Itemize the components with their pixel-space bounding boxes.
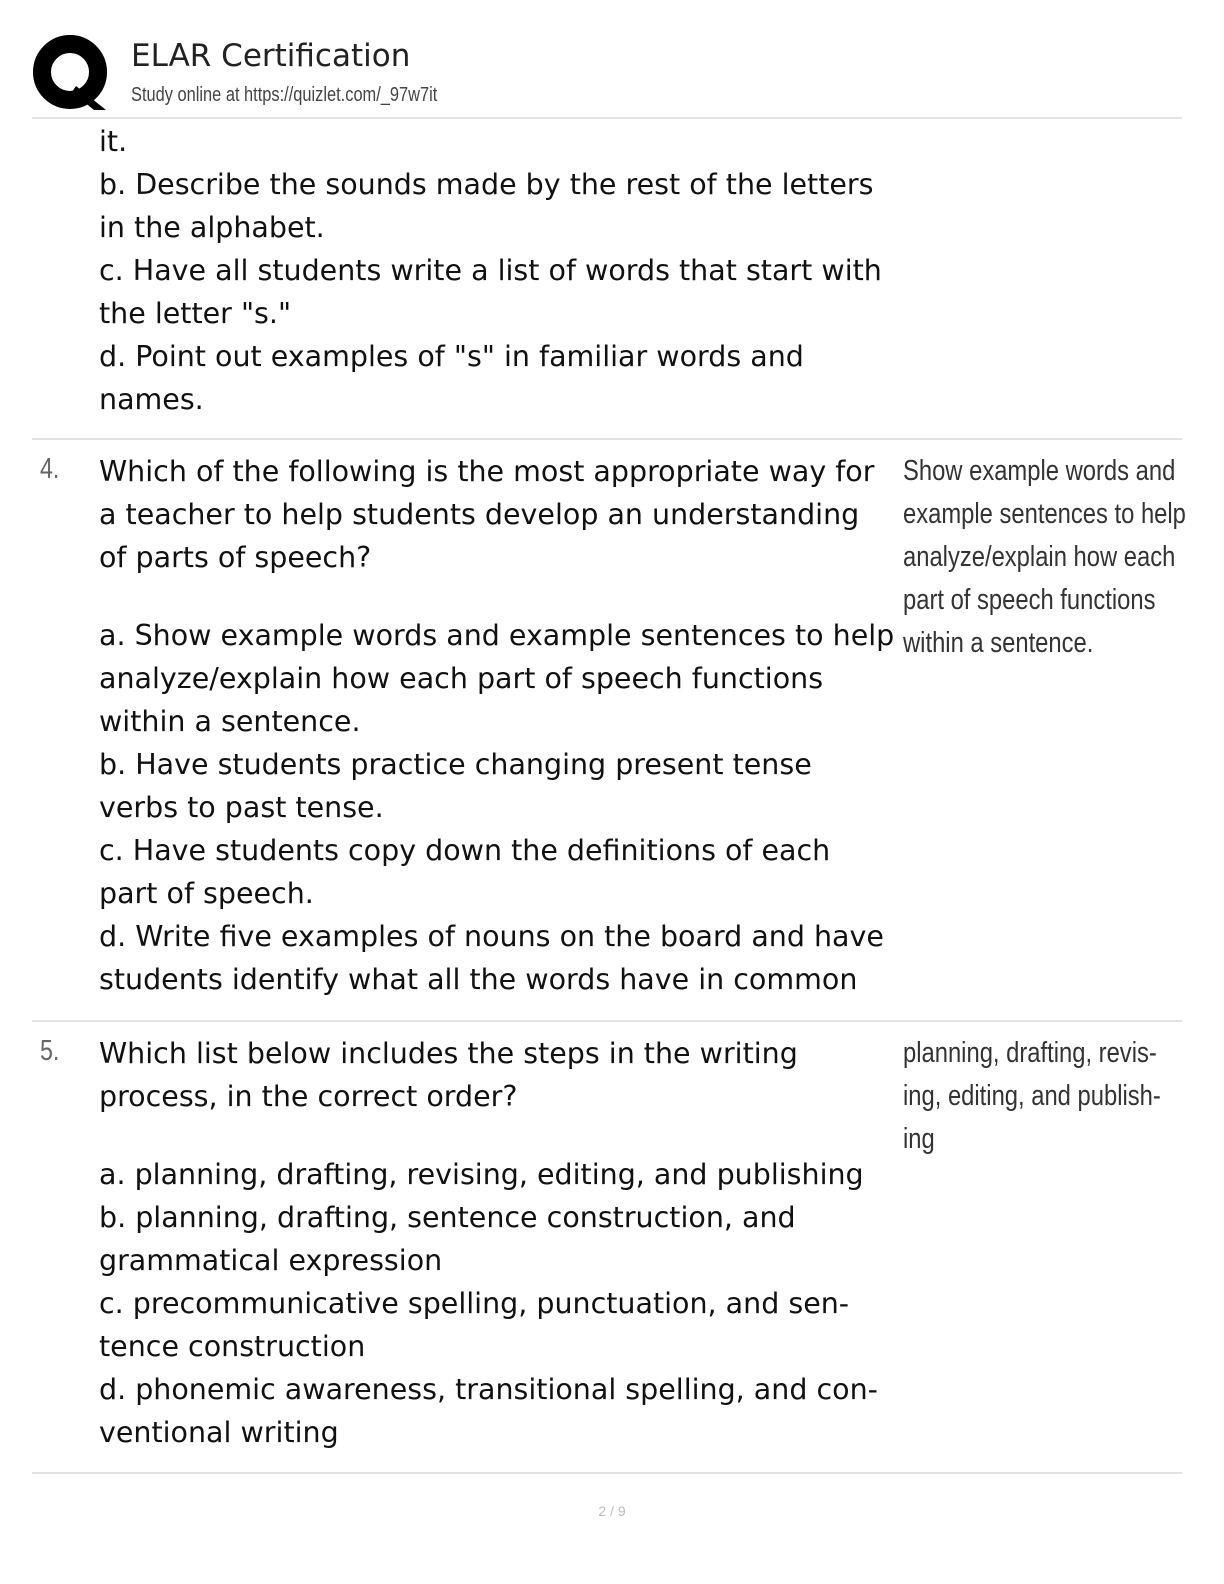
card-divider — [32, 1020, 1182, 1022]
option-line: analyze/explain how each part of speech functions — [99, 662, 824, 695]
card-number: 4. — [40, 453, 60, 485]
quizlet-logo-icon — [32, 34, 112, 112]
option-line: tence construction — [99, 1330, 366, 1363]
question-line: Which list below includes the steps in the writing — [99, 1037, 798, 1070]
card-divider — [32, 438, 1182, 440]
option-line: b. Have students practice changing present tense — [99, 748, 812, 781]
option-line: c. precommunicative spelling, punctuation, and sen- — [99, 1287, 850, 1320]
option-line: it. — [99, 125, 128, 158]
answer-line: ing, editing, and publish- — [903, 1080, 1161, 1112]
card-question-4 — [99, 450, 899, 1001]
option-line: ventional writing — [99, 1416, 339, 1449]
option-line: students identify what all the words have in common — [99, 963, 858, 996]
option-line: verbs to past tense. — [99, 791, 384, 824]
answer-line: part of speech functions — [903, 584, 1156, 616]
option-line: grammatical expression — [99, 1244, 443, 1277]
option-line: part of speech. — [99, 877, 314, 910]
answer-line: within a sentence. — [903, 627, 1094, 659]
option-line: within a sentence. — [99, 705, 361, 738]
option-line: d. Point out examples of "s" in familiar words and — [99, 340, 804, 373]
option-line: b. planning, drafting, sentence construction, and — [99, 1201, 796, 1234]
option-line: a. Show example words and example sentences to help — [99, 619, 895, 652]
page-number: 2 / 9 — [598, 1503, 626, 1519]
option-line: d. phonemic awareness, transitional spelling, and con- — [99, 1373, 878, 1406]
page-header — [32, 34, 1182, 118]
card-answer-5 — [903, 1032, 1203, 1161]
answer-line: planning, drafting, revis- — [903, 1037, 1157, 1069]
card-divider — [32, 1472, 1182, 1474]
option-line: the letter "s." — [99, 297, 292, 330]
answer-line: example sentences to help — [903, 498, 1186, 530]
question-line: process, in the correct order? — [99, 1080, 518, 1113]
option-line: names. — [99, 383, 204, 416]
option-line: c. Have students copy down the definitions of each — [99, 834, 831, 867]
question-line: of parts of speech? — [99, 541, 372, 574]
option-line: d. Write five examples of nouns on the board and have — [99, 920, 884, 953]
study-online-link[interactable]: Study online at https://quizlet.com/_97w7it — [131, 84, 438, 106]
option-line: a. planning, drafting, revising, editing, and publishing — [99, 1158, 864, 1191]
previous-card-continuation — [99, 120, 899, 421]
card-answer-4 — [903, 450, 1203, 665]
card-number: 5. — [40, 1035, 60, 1067]
card-question-5 — [99, 1032, 899, 1454]
header-divider — [32, 117, 1182, 119]
option-line: b. Describe the sounds made by the rest of the letters — [99, 168, 874, 201]
question-line: Which of the following is the most appropriate way for — [99, 455, 875, 488]
option-line: c. Have all students write a list of words that start with — [99, 254, 882, 287]
document-title: ELAR Certification — [131, 38, 411, 74]
option-line: in the alphabet. — [99, 211, 325, 244]
question-line: a teacher to help students develop an understanding — [99, 498, 860, 531]
answer-line: Show example words and — [903, 455, 1176, 487]
answer-line: analyze/explain how each — [903, 541, 1176, 573]
answer-line: ing — [903, 1123, 935, 1155]
